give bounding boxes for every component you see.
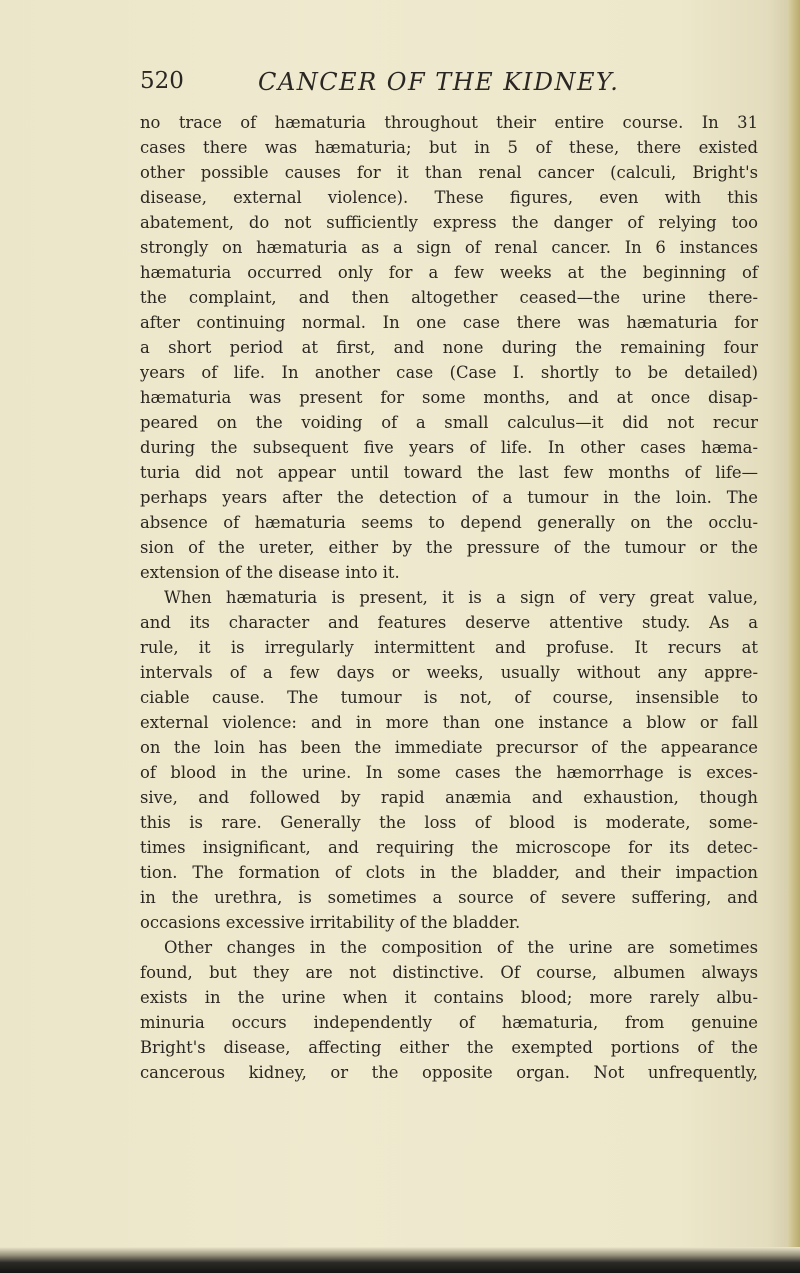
running-head-title: CANCER OF THE KIDNEY.: [258, 68, 620, 96]
text-line: cases there was hæmaturia; but in 5 of these, there existed: [140, 138, 758, 157]
text-line: perhaps years after the detection of a tumour in the loin. The: [140, 488, 758, 507]
text-line: on the loin has been the immediate precursor of the appearance: [140, 738, 758, 757]
text-line: peared on the voiding of a small calculus—it did not recur: [140, 413, 758, 432]
text-line: extension of the disease into it.: [140, 563, 400, 582]
text-line: of blood in the urine. In some cases the hæmorrhage is exces-: [140, 763, 758, 782]
text-line: intervals of a few days or weeks, usually without any appre-: [140, 663, 758, 682]
text-line: Other changes in the composition of the urine are sometimes: [164, 938, 758, 957]
text-line: sive, and followed by rapid anæmia and exhaustion, though: [140, 788, 758, 807]
page-edge-shadow: [788, 0, 800, 1273]
text-line: a short period at first, and none during the remaining four: [140, 338, 758, 357]
text-line: strongly on hæmaturia as a sign of renal cancer. In 6 instances: [140, 238, 758, 257]
text-line: cancerous kidney, or the opposite organ. Not unfrequently,: [140, 1063, 758, 1082]
text-line: hæmaturia occurred only for a few weeks at the beginning of: [140, 263, 758, 282]
text-line: in the urethra, is sometimes a source of severe suffering, and: [140, 888, 758, 907]
text-line: disease, external violence). These figures, even with this: [140, 188, 758, 207]
text-line: found, but they are not distinctive. Of course, albumen always: [140, 963, 758, 982]
text-line: tion. The formation of clots in the bladder, and their impaction: [140, 863, 758, 882]
page-bottom-shadow: [0, 1247, 800, 1273]
text-line: rule, it is irregularly intermittent and profuse. It recurs at: [140, 638, 758, 657]
text-line: When hæmaturia is present, it is a sign of very great value,: [164, 588, 758, 607]
page-header: [140, 68, 760, 98]
text-line: abatement, do not sufficiently express the danger of relying too: [140, 213, 758, 232]
text-line: this is rare. Generally the loss of blood is moderate, some-: [140, 813, 758, 832]
text-line: external violence: and in more than one instance a blow or fall: [140, 713, 758, 732]
text-line: years of life. In another case (Case I. shortly to be detailed): [140, 363, 758, 382]
text-line: during the subsequent five years of life. In other cases hæma-: [140, 438, 758, 457]
text-line: no trace of hæmaturia throughout their entire course. In 31: [140, 113, 758, 132]
text-line: and its character and features deserve attentive study. As a: [140, 613, 758, 632]
text-line: turia did not appear until toward the last few months of life—: [140, 463, 758, 482]
text-line: occasions excessive irritability of the bladder.: [140, 913, 521, 932]
text-line: absence of hæmaturia seems to depend generally on the occlu-: [140, 513, 758, 532]
text-line: minuria occurs independently of hæmaturia, from genuine: [140, 1013, 758, 1032]
text-line: exists in the urine when it contains blood; more rarely albu-: [140, 988, 758, 1007]
body-text: [140, 110, 758, 1085]
text-line: sion of the ureter, either by the pressure of the tumour or the: [140, 538, 758, 557]
text-line: hæmaturia was present for some months, and at once disap-: [140, 388, 758, 407]
text-line: times insignificant, and requiring the microscope for its detec-: [140, 838, 758, 857]
page-number: 520: [140, 68, 184, 94]
text-line: after continuing normal. In one case there was hæmaturia for: [140, 313, 758, 332]
text-line: the complaint, and then altogether ceased—the urine there-: [140, 288, 758, 307]
text-line: ciable cause. The tumour is not, of course, insensible to: [140, 688, 758, 707]
text-line: Bright's disease, affecting either the exempted portions of the: [140, 1038, 758, 1057]
text-line: other possible causes for it than renal cancer (calculi, Bright's: [140, 163, 758, 182]
